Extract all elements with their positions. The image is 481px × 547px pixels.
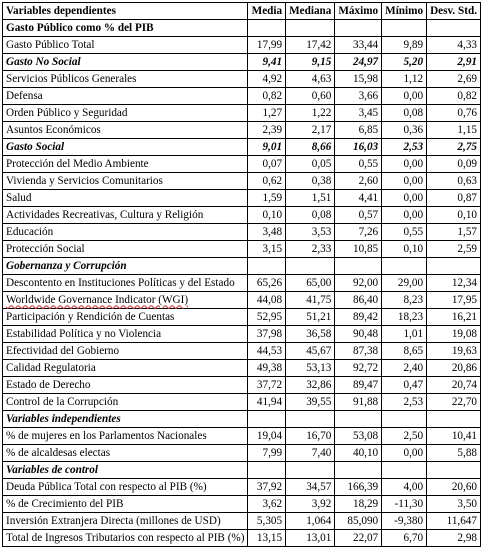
stat-cell: 0,38: [286, 173, 335, 190]
row-label-text: Actividades Recreativas, Cultura y Religión: [6, 208, 204, 221]
section-label: [3, 462, 248, 479]
row-label-text: Protección Social: [6, 242, 85, 255]
stat-cell: 6,85: [335, 122, 382, 139]
stat-cell: 86,40: [335, 292, 382, 309]
stat-cell: 12,34: [427, 275, 481, 292]
stat-cell: 44,08: [248, 292, 286, 309]
stat-cell: [248, 462, 286, 479]
row-label-text: Control de la Corrupción: [6, 395, 119, 408]
row-label-text: Vivienda y Servicios Comunitarios: [6, 174, 163, 187]
stat-cell: 2,39: [248, 122, 286, 139]
stat-cell: 0,55: [335, 156, 382, 173]
row-label: [3, 292, 248, 309]
stat-cell: 39,55: [286, 394, 335, 411]
stat-cell: [286, 411, 335, 428]
stat-cell: 0,55: [382, 224, 427, 241]
stat-cell: 1,12: [382, 71, 427, 88]
row-label: [3, 207, 248, 224]
row-label: [3, 360, 248, 377]
row-label: [3, 224, 248, 241]
row-label-text: Asuntos Económicos: [6, 123, 101, 136]
stat-cell: 17,42: [286, 37, 335, 54]
row-label-text: Gasto Social: [6, 140, 65, 153]
stat-cell: 0,00: [382, 207, 427, 224]
stat-cell: 0,47: [382, 377, 427, 394]
stat-cell: 92,72: [335, 360, 382, 377]
stat-cell: 2,53: [382, 139, 427, 156]
stat-cell: 32,86: [286, 377, 335, 394]
row-label-text: Salud: [6, 191, 32, 204]
stat-cell: 0,82: [248, 88, 286, 105]
stat-cell: [335, 462, 382, 479]
stat-cell: 65,26: [248, 275, 286, 292]
stat-cell: 3,92: [286, 496, 335, 513]
stat-cell: 9,89: [382, 37, 427, 54]
stat-cell: 18,29: [335, 496, 382, 513]
row-label: [3, 394, 248, 411]
stat-cell: 29,00: [382, 275, 427, 292]
stat-cell: 3,53: [286, 224, 335, 241]
stat-cell: 8,23: [382, 292, 427, 309]
row-label-text: Efectividad del Gobierno: [6, 344, 120, 357]
row-label: [3, 88, 248, 105]
stat-cell: 0,10: [427, 207, 481, 224]
row-label-text: Estabilidad Política y no Violencia: [6, 327, 162, 340]
section-label: [3, 20, 248, 37]
column-header: Mediana: [286, 3, 335, 20]
stat-cell: 16,70: [286, 428, 335, 445]
stat-cell: 89,47: [335, 377, 382, 394]
stat-cell: 3,15: [248, 241, 286, 258]
stat-cell: -11,30: [382, 496, 427, 513]
stat-cell: 2,53: [382, 394, 427, 411]
stat-cell: 2,98: [427, 530, 481, 547]
row-label-text: Participación y Rendición de Cuentas: [6, 310, 175, 323]
stat-cell: 0,00: [382, 445, 427, 462]
table-row: [3, 241, 481, 258]
stat-cell: [248, 258, 286, 275]
row-label-text: Gobernanza y Corrupción: [6, 259, 127, 272]
stat-cell: 166,39: [335, 479, 382, 496]
row-label: [3, 496, 248, 513]
row-label: [3, 173, 248, 190]
stat-cell: 22,07: [335, 530, 382, 547]
table-row: [3, 156, 481, 173]
stat-cell: 4,41: [335, 190, 382, 207]
section-label: [3, 411, 248, 428]
stat-cell: 2,50: [382, 428, 427, 445]
table-row: [3, 428, 481, 445]
table-row: [3, 292, 481, 309]
table-row: [3, 173, 481, 190]
stat-cell: 16,03: [335, 139, 382, 156]
stat-cell: 45,67: [286, 343, 335, 360]
stat-cell: 65,00: [286, 275, 335, 292]
row-label: [3, 428, 248, 445]
stat-cell: 0,09: [427, 156, 481, 173]
stat-cell: 0,00: [382, 88, 427, 105]
row-label-text: Defensa: [6, 89, 43, 102]
stat-cell: 3,50: [427, 496, 481, 513]
table-row-subtotal: [3, 54, 481, 71]
table-row: [3, 88, 481, 105]
row-label-text: % de mujeres en los Parlamentos Nacionales: [6, 429, 207, 442]
section-header-row: [3, 258, 481, 275]
stat-cell: 0,00: [382, 190, 427, 207]
stat-cell: 7,26: [335, 224, 382, 241]
stat-cell: 0,10: [382, 241, 427, 258]
stat-cell: 0,10: [248, 207, 286, 224]
stat-cell: [427, 462, 481, 479]
table-row: [3, 496, 481, 513]
stat-cell: 1,22: [286, 105, 335, 122]
table-row: [3, 71, 481, 88]
table-row: [3, 360, 481, 377]
stat-cell: 19,63: [427, 343, 481, 360]
stat-cell: 19,04: [248, 428, 286, 445]
row-label: [3, 156, 248, 173]
row-label: [3, 275, 248, 292]
stat-cell: 0,08: [382, 105, 427, 122]
stat-cell: 24,97: [335, 54, 382, 71]
row-label-text: Calidad Regulatoria: [6, 361, 96, 374]
row-label-text: Deuda Pública Total con respecto al PIB (%): [6, 480, 207, 493]
stat-cell: [382, 258, 427, 275]
stat-cell: 2,59: [427, 241, 481, 258]
table-row: [3, 377, 481, 394]
table-row: [3, 445, 481, 462]
row-label-text: % de alcaldesas electas: [6, 446, 111, 459]
row-label-text: Worldwide Governance Indicator (WGI): [6, 293, 189, 306]
table-row: [3, 394, 481, 411]
row-label-text: % de Crecimiento del PIB: [6, 497, 124, 510]
row-label-text: Gasto Público Total: [6, 38, 95, 51]
stat-cell: 2,17: [286, 122, 335, 139]
stat-cell: 2,33: [286, 241, 335, 258]
stat-cell: 53,13: [286, 360, 335, 377]
row-label: [3, 241, 248, 258]
stat-cell: [427, 411, 481, 428]
table-body: [3, 20, 481, 547]
stat-cell: 90,48: [335, 326, 382, 343]
row-label: [3, 326, 248, 343]
stat-cell: 9,15: [286, 54, 335, 71]
stat-cell: 19,08: [427, 326, 481, 343]
stat-cell: 2,60: [335, 173, 382, 190]
stat-cell: 3,62: [248, 496, 286, 513]
stat-cell: 0,82: [427, 88, 481, 105]
stat-cell: 89,42: [335, 309, 382, 326]
stat-cell: 1,15: [427, 122, 481, 139]
column-header: Desv. Std.: [427, 3, 481, 20]
stat-cell: 5,20: [382, 54, 427, 71]
section-label: [3, 258, 248, 275]
row-label: [3, 71, 248, 88]
column-header: Mínimo: [382, 3, 427, 20]
stat-cell: [382, 462, 427, 479]
table-row: [3, 224, 481, 241]
column-header: Máximo: [335, 3, 382, 20]
stat-cell: 87,38: [335, 343, 382, 360]
stat-cell: 36,58: [286, 326, 335, 343]
stat-cell: 8,65: [382, 343, 427, 360]
stat-cell: 9,41: [248, 54, 286, 71]
stat-cell: [382, 411, 427, 428]
stat-cell: 49,38: [248, 360, 286, 377]
table-row: [3, 343, 481, 360]
row-label-text: Variables independientes: [6, 412, 121, 425]
table-container: [2, 2, 481, 547]
stat-cell: 1,01: [382, 326, 427, 343]
stat-cell: 41,75: [286, 292, 335, 309]
stat-cell: [286, 258, 335, 275]
stat-cell: 1,27: [248, 105, 286, 122]
row-label-text: Variables de control: [6, 463, 98, 476]
stat-cell: 34,57: [286, 479, 335, 496]
stat-cell: 41,94: [248, 394, 286, 411]
stat-cell: 17,95: [427, 292, 481, 309]
stat-cell: 33,44: [335, 37, 382, 54]
table-row: [3, 37, 481, 54]
column-header: Variables dependientes: [3, 3, 248, 20]
row-label-text: Educación: [6, 225, 54, 238]
stat-cell: 0,05: [286, 156, 335, 173]
stat-cell: [248, 411, 286, 428]
table-row: [3, 207, 481, 224]
stat-cell: 20,60: [427, 479, 481, 496]
row-label-text: Total de Ingresos Tributarios con respecto al PIB (%): [6, 531, 245, 544]
column-header: Media: [248, 3, 286, 20]
stat-cell: 2,75: [427, 139, 481, 156]
descriptive-statistics-table: [2, 2, 481, 547]
stat-cell: 4,33: [427, 37, 481, 54]
stat-cell: 2,69: [427, 71, 481, 88]
stat-cell: 17,99: [248, 37, 286, 54]
stat-cell: 53,08: [335, 428, 382, 445]
stat-cell: 0,76: [427, 105, 481, 122]
row-label: [3, 343, 248, 360]
stat-cell: 10,85: [335, 241, 382, 258]
stat-cell: 11,647: [427, 513, 481, 530]
stat-cell: 18,23: [382, 309, 427, 326]
row-label: [3, 139, 248, 156]
stat-cell: [286, 462, 335, 479]
stat-cell: 92,00: [335, 275, 382, 292]
stat-cell: 1,064: [286, 513, 335, 530]
row-label: [3, 105, 248, 122]
stat-cell: 10,41: [427, 428, 481, 445]
stat-cell: 3,45: [335, 105, 382, 122]
stat-cell: 51,21: [286, 309, 335, 326]
stat-cell: 5,88: [427, 445, 481, 462]
stat-cell: 0,60: [286, 88, 335, 105]
stat-cell: [335, 258, 382, 275]
stat-cell: 16,21: [427, 309, 481, 326]
row-label: [3, 190, 248, 207]
stat-cell: [427, 20, 481, 37]
row-label: [3, 54, 248, 71]
section-header-row: [3, 20, 481, 37]
stat-cell: 0,87: [427, 190, 481, 207]
stat-cell: 7,40: [286, 445, 335, 462]
stat-cell: 2,91: [427, 54, 481, 71]
stat-cell: 22,70: [427, 394, 481, 411]
stat-cell: 4,00: [382, 479, 427, 496]
row-label: [3, 122, 248, 139]
stat-cell: 52,95: [248, 309, 286, 326]
section-header-row: [3, 411, 481, 428]
stat-cell: 4,92: [248, 71, 286, 88]
stat-cell: 44,53: [248, 343, 286, 360]
stat-cell: 0,08: [286, 207, 335, 224]
stat-cell: 0,07: [248, 156, 286, 173]
stat-cell: 5,305: [248, 513, 286, 530]
stat-cell: 20,74: [427, 377, 481, 394]
stat-cell: 7,99: [248, 445, 286, 462]
stat-cell: [427, 258, 481, 275]
stat-cell: 91,88: [335, 394, 382, 411]
stat-cell: 8,66: [286, 139, 335, 156]
table-row: [3, 513, 481, 530]
row-label: [3, 37, 248, 54]
section-header-row: [3, 462, 481, 479]
row-label-text: Servicios Públicos Generales: [6, 72, 137, 85]
stat-cell: [248, 20, 286, 37]
table-row: [3, 122, 481, 139]
stat-cell: 4,63: [286, 71, 335, 88]
row-label: [3, 309, 248, 326]
row-label-text: Orden Público y Seguridad: [6, 106, 128, 119]
stat-cell: 40,10: [335, 445, 382, 462]
table-row: [3, 105, 481, 122]
stat-cell: 3,48: [248, 224, 286, 241]
table-row: [3, 479, 481, 496]
stat-cell: 2,40: [382, 360, 427, 377]
stat-cell: 15,98: [335, 71, 382, 88]
row-label-text: Gasto Público como % del PIB: [6, 21, 154, 34]
row-label: [3, 445, 248, 462]
stat-cell: [286, 20, 335, 37]
stat-cell: -9,380: [382, 513, 427, 530]
table-row: [3, 309, 481, 326]
table-row-subtotal: [3, 139, 481, 156]
row-label-text: Gasto No Social: [6, 55, 81, 68]
stat-cell: 0,36: [382, 122, 427, 139]
stat-cell: [335, 20, 382, 37]
row-label: [3, 513, 248, 530]
stat-cell: 1,59: [248, 190, 286, 207]
row-label-text: Protección del Medio Ambiente: [6, 157, 149, 170]
stat-cell: 0,63: [427, 173, 481, 190]
table-row: [3, 326, 481, 343]
stat-cell: 3,66: [335, 88, 382, 105]
stat-cell: 9,01: [248, 139, 286, 156]
table-row: [3, 190, 481, 207]
stat-cell: 0,00: [382, 156, 427, 173]
stat-cell: 1,51: [286, 190, 335, 207]
row-label: [3, 479, 248, 496]
table-row: [3, 530, 481, 547]
header-row: [3, 3, 481, 20]
row-label-text: Estado de Derecho: [6, 378, 91, 391]
stat-cell: 13,15: [248, 530, 286, 547]
stat-cell: 20,86: [427, 360, 481, 377]
stat-cell: [382, 20, 427, 37]
table-row: [3, 275, 481, 292]
stat-cell: 0,62: [248, 173, 286, 190]
stat-cell: 85,090: [335, 513, 382, 530]
stat-cell: [335, 411, 382, 428]
row-label: [3, 530, 248, 547]
row-label-text: Inversión Extranjera Directa (millones de USD): [6, 514, 221, 527]
stat-cell: 37,72: [248, 377, 286, 394]
stat-cell: 37,98: [248, 326, 286, 343]
stat-cell: 37,92: [248, 479, 286, 496]
row-label: [3, 377, 248, 394]
stat-cell: 0,00: [382, 173, 427, 190]
row-label-text: Descontento en Instituciones Políticas y del Estado: [6, 276, 235, 289]
stat-cell: 1,57: [427, 224, 481, 241]
stat-cell: 6,70: [382, 530, 427, 547]
stat-cell: 0,57: [335, 207, 382, 224]
stat-cell: 13,01: [286, 530, 335, 547]
